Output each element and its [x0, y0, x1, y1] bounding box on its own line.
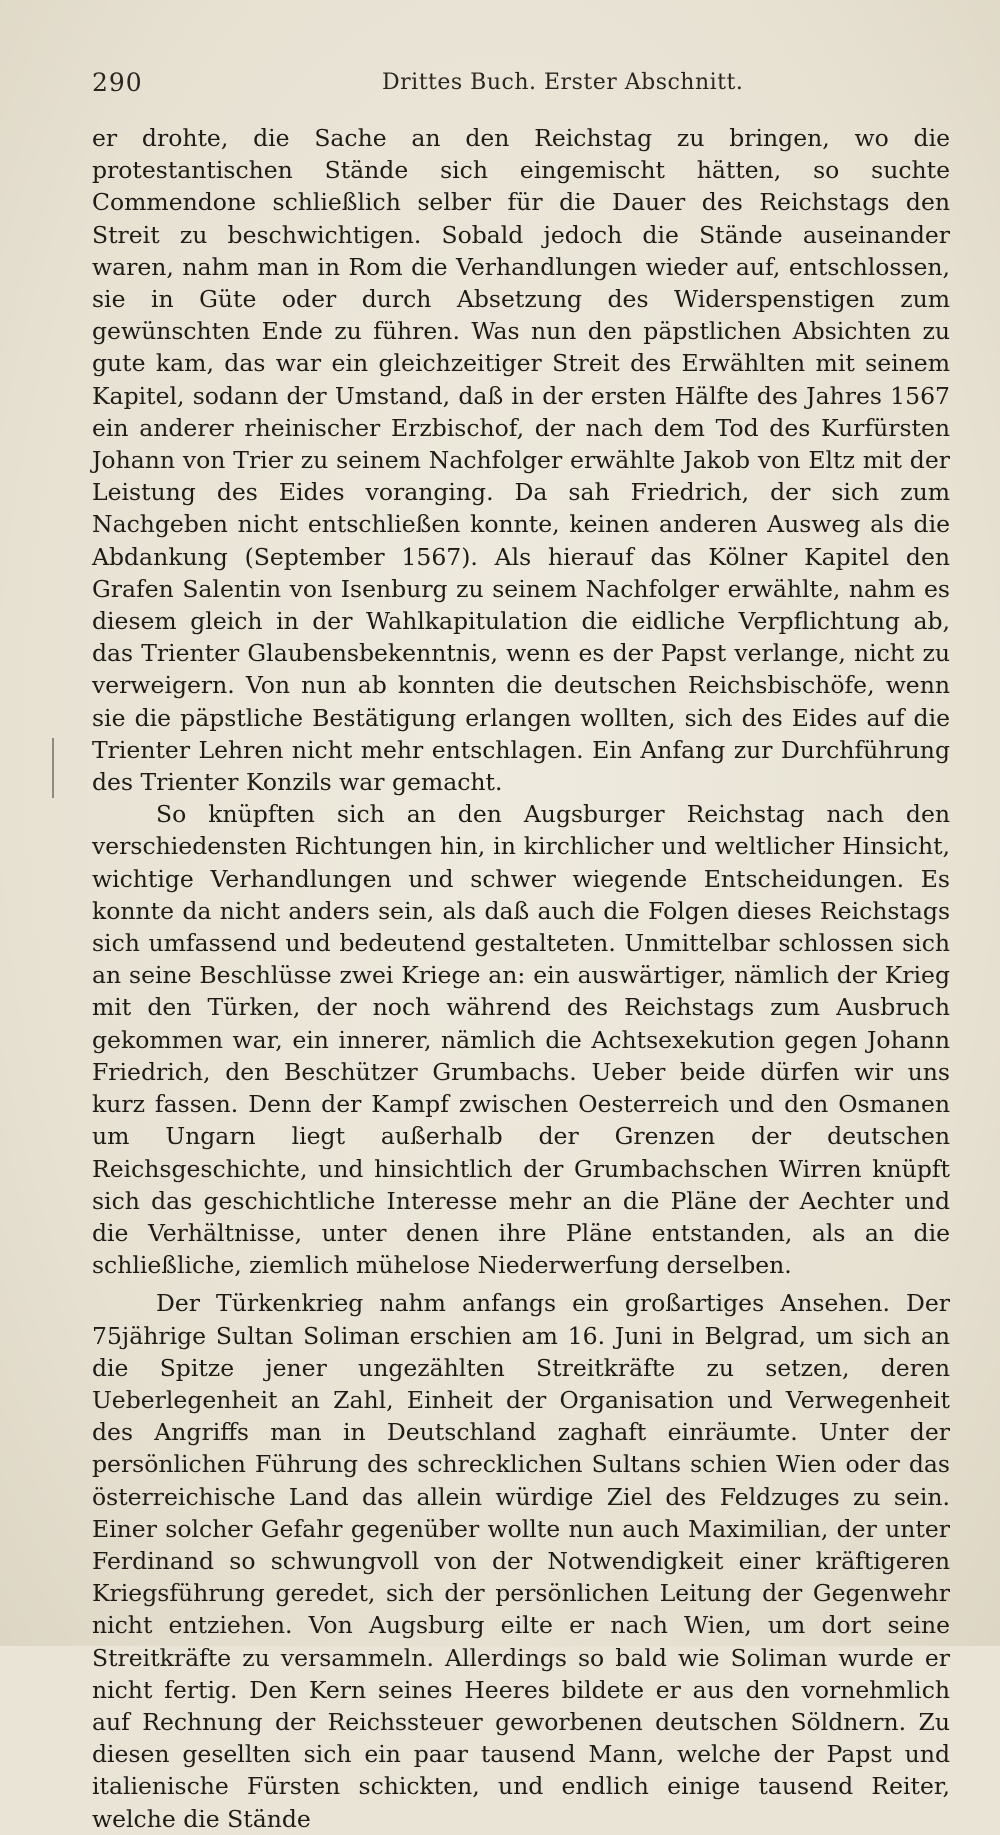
running-head [92, 68, 952, 108]
margin-pencil-mark [52, 738, 54, 798]
running-head-title: Drittes Buch. Erster Abschnitt. [382, 70, 744, 95]
paragraph-3: Der Türkenkrieg nahm anfangs ein großartiges Ansehen. Der 75jährige Sultan Soliman erschien am 16. Juni in Belgrad, um sich an die Spitze jener ungezählten Streitkräfte zu setzen, deren Ueberlegenheit an Zahl, Einheit der Organisation und Verwegenheit des Angriffs man in Deutschland zaghaft einräumte. Unter der persönlichen Führung des schrecklichen Sultans schien Wien oder das österreichische Land das allein würdige Ziel des Feldzuges zu sein. Einer solcher Gefahr gegenüber wollte nun auch Maximilian, der unter Ferdinand so schwungvoll von der Notwendigkeit einer kräftigeren Kriegsführung geredet, sich der persönlichen Leitung der Gegenwehr nicht entziehen. Von Augsburg eilte er nach Wien, um dort seine Streitkräfte zu versammeln. Allerdings so bald wie Soliman wurde er nicht fertig. Den Kern seines Heeres bildete er aus den vornehmlich auf Rechnung der Reichssteuer geworbenen deutschen Söldnern. Zu diesen gesellten sich ein paar tausend Mann, welche der Papst und italienische Fürsten schickten, und endlich einige tausend Reiter, welche die Stände [92, 1289, 950, 1833]
paragraph-2: So knüpften sich an den Augsburger Reichstag nach den verschiedensten Richtungen hin, in kirchlicher und weltlicher Hinsicht, wichtige Verhandlungen und schwer wiegende Entscheidungen. Es konnte da nicht anders sein, als daß auch die Folgen dieses Reichstags sich umfassend und bedeutend gestalteten. Unmittelbar schlossen sich an seine Beschlüsse zwei Kriege an: ein auswärtiger, nämlich der Krieg mit den Türken, der noch während des Reichstags zum Ausbruch gekommen war, ein innerer, nämlich die Achtsexekution gegen Johann Friedrich, den Beschützer Grumbachs. Ueber beide dürfen wir uns kurz fassen. Denn der Kampf zwischen Oesterreich und den Osmanen um Ungarn liegt außerhalb der Grenzen der deutschen Reichsgeschichte, und hinsichtlich der Grumbachschen Wirren knüpft sich das geschichtliche Interesse mehr an die Pläne der Aechter und die Verhältnisse, unter denen ihre Pläne entstanden, als an die schließliche, ziemlich mühelose Niederwerfung derselben. [92, 800, 950, 1280]
page-number: 290 [92, 68, 143, 97]
body-text [92, 122, 950, 1835]
paragraph-1: er drohte, die Sache an den Reichstag zu bringen, wo die protestantischen Stände sich eingemischt hätten, so suchte Commendone schließlich selber für die Dauer des Reichstags den Streit zu beschwichtigen. Sobald jedoch die Stände auseinander waren, nahm man in Rom die Verhandlungen wieder auf, entschlossen, sie in Güte oder durch Absetzung des Widerspenstigen zum gewünschten Ende zu führen. Was nun den päpstlichen Absichten zu gute kam, das war ein gleichzeitiger Streit des Erwählten mit seinem Kapitel, sodann der Umstand, daß in der ersten Hälfte des Jahres 1567 ein anderer rheinischer Erzbischof, der nach dem Tod des Kurfürsten Johann von Trier zu seinem Nachfolger erwählte Jakob von Eltz mit der Leistung des Eides voranging. Da sah Friedrich, der sich zum Nachgeben nicht entschließen konnte, keinen anderen Ausweg als die Abdankung (September 1567). Als hierauf das Kölner Kapitel den Grafen Salentin von Isenburg zu seinem Nachfolger erwählte, nahm es diesem gleich in der Wahlkapitulation die eidliche Verpflichtung ab, das Trienter Glaubensbekenntnis, wenn es der Papst verlange, nicht zu verweigern. Von nun ab konnten die deutschen Reichsbischöfe, wenn sie die päpstliche Bestätigung erlangen wollten, sich des Eides auf die Trienter Lehren nicht mehr entschlagen. Ein Anfang zur Durchführung des Trienter Konzils war gemacht. [92, 124, 950, 797]
